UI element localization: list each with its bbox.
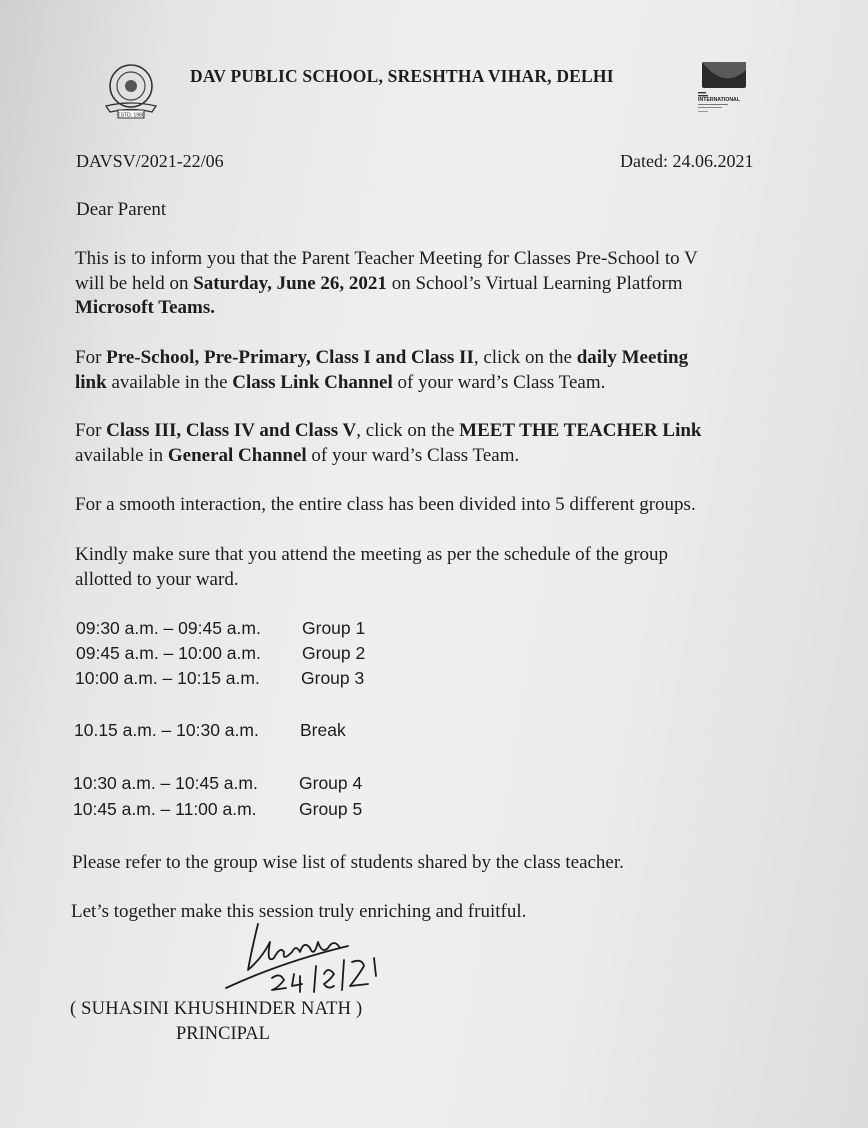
schedule-row [75, 666, 364, 692]
meeting-date-bold: Saturday, June 26, 2021 [193, 272, 387, 294]
date-line [620, 151, 753, 172]
p2-text-4: of your ward’s Class Team. [392, 371, 606, 393]
schedule-row [76, 641, 365, 667]
p2-line1 [75, 346, 795, 371]
paragraph-meeting-info [75, 247, 795, 321]
p3-channel-bold: General Channel [167, 444, 307, 466]
principal-name: ( SUHASINI KHUSHINDER NATH ) [70, 999, 363, 1019]
p2-channel-bold: Class Link Channel [232, 371, 393, 393]
p1-line1: This is to inform you that the Parent Teacher Meeting for Classes Pre-School to V [75, 248, 698, 269]
p5-line1: Kindly make sure that you attend the meeting as per the schedule of the group [75, 544, 669, 565]
schedule-label: Break [300, 720, 346, 740]
principal-title: PRINCIPAL [176, 1024, 270, 1044]
p3-text: For [75, 420, 107, 441]
schedule-label: Group 3 [301, 668, 365, 688]
p3-line2 [75, 444, 795, 469]
p3-line1 [75, 419, 795, 444]
schedule-time: 10:30 a.m. – 10:45 a.m. [73, 773, 258, 793]
p1-line2 [75, 272, 795, 297]
paragraph-refer-list: Please refer to the group wise list of students shared by the class teacher. [72, 852, 624, 873]
award-logo-text: INTERNATIONAL [698, 97, 740, 103]
schedule-row [74, 718, 346, 744]
p2-text-3: available in the [106, 371, 233, 393]
p2-line2 [75, 371, 795, 396]
paragraph-closing: Let’s together make this session truly enriching and fruitful. [71, 901, 527, 922]
schedule-label: Group 1 [302, 618, 366, 638]
paragraph-schedule-intro [75, 543, 795, 592]
schedule-time: 10.15 a.m. – 10:30 a.m. [74, 720, 259, 740]
schedule-time: 09:45 a.m. – 10:00 a.m. [76, 643, 261, 663]
schedule-time: 09:30 a.m. – 09:45 a.m. [76, 618, 261, 638]
salutation: Dear Parent [76, 199, 167, 220]
p3-classes-bold: Class III, Class IV and Class V [106, 420, 357, 441]
p1-text-2: on School’s Virtual Learning Platform [386, 272, 683, 294]
p2-link-bold-2: link [75, 371, 107, 393]
schedule-label: Group 4 [299, 773, 363, 793]
schedule-label: Group 5 [299, 799, 363, 819]
school-emblem-logo [100, 62, 162, 120]
p1-text: will be held on [75, 272, 194, 294]
school-name-heading: DAV PUBLIC SCHOOL, SRESHTHA VIHAR, DELHI [190, 66, 614, 86]
p2-classes-bold: Pre-School, Pre-Primary, Class I and Class II [106, 347, 474, 368]
emblem-estd-text: ESTD. 1988 [117, 112, 145, 119]
handwritten-signature [222, 918, 392, 998]
p3-text-3: available in [75, 444, 168, 466]
schedule-time: 10:00 a.m. – 10:15 a.m. [75, 668, 260, 688]
p1-line3 [75, 296, 795, 321]
p5-line2: allotted to your ward. [75, 568, 239, 590]
p3-text-2: , click on the [356, 420, 460, 441]
dated-value: 24.06.2021 [672, 151, 754, 171]
reference-number: DAVSV/2021-22/06 [76, 151, 224, 171]
international-award-logo [696, 60, 748, 116]
dated-label: Dated: [620, 151, 668, 171]
schedule-row [73, 771, 362, 797]
p3-link-bold: MEET THE TEACHER Link [459, 420, 702, 441]
schedule-row [76, 616, 365, 642]
paragraph-class3-instructions [75, 419, 795, 468]
p2-text: For [75, 347, 107, 368]
p3-text-4: of your ward’s Class Team. [306, 444, 520, 466]
p2-text-2: , click on the [473, 347, 577, 368]
schedule-time: 10:45 a.m. – 11:00 a.m. [73, 799, 257, 819]
p2-link-bold: daily Meeting [576, 347, 689, 368]
schedule-row [73, 797, 362, 823]
schedule-label: Group 2 [302, 643, 366, 663]
platform-bold: Microsoft Teams. [75, 297, 216, 318]
paragraph-groups: For a smooth interaction, the entire class has been divided into 5 different groups. [75, 494, 696, 515]
paragraph-preschool-instructions [75, 346, 795, 395]
